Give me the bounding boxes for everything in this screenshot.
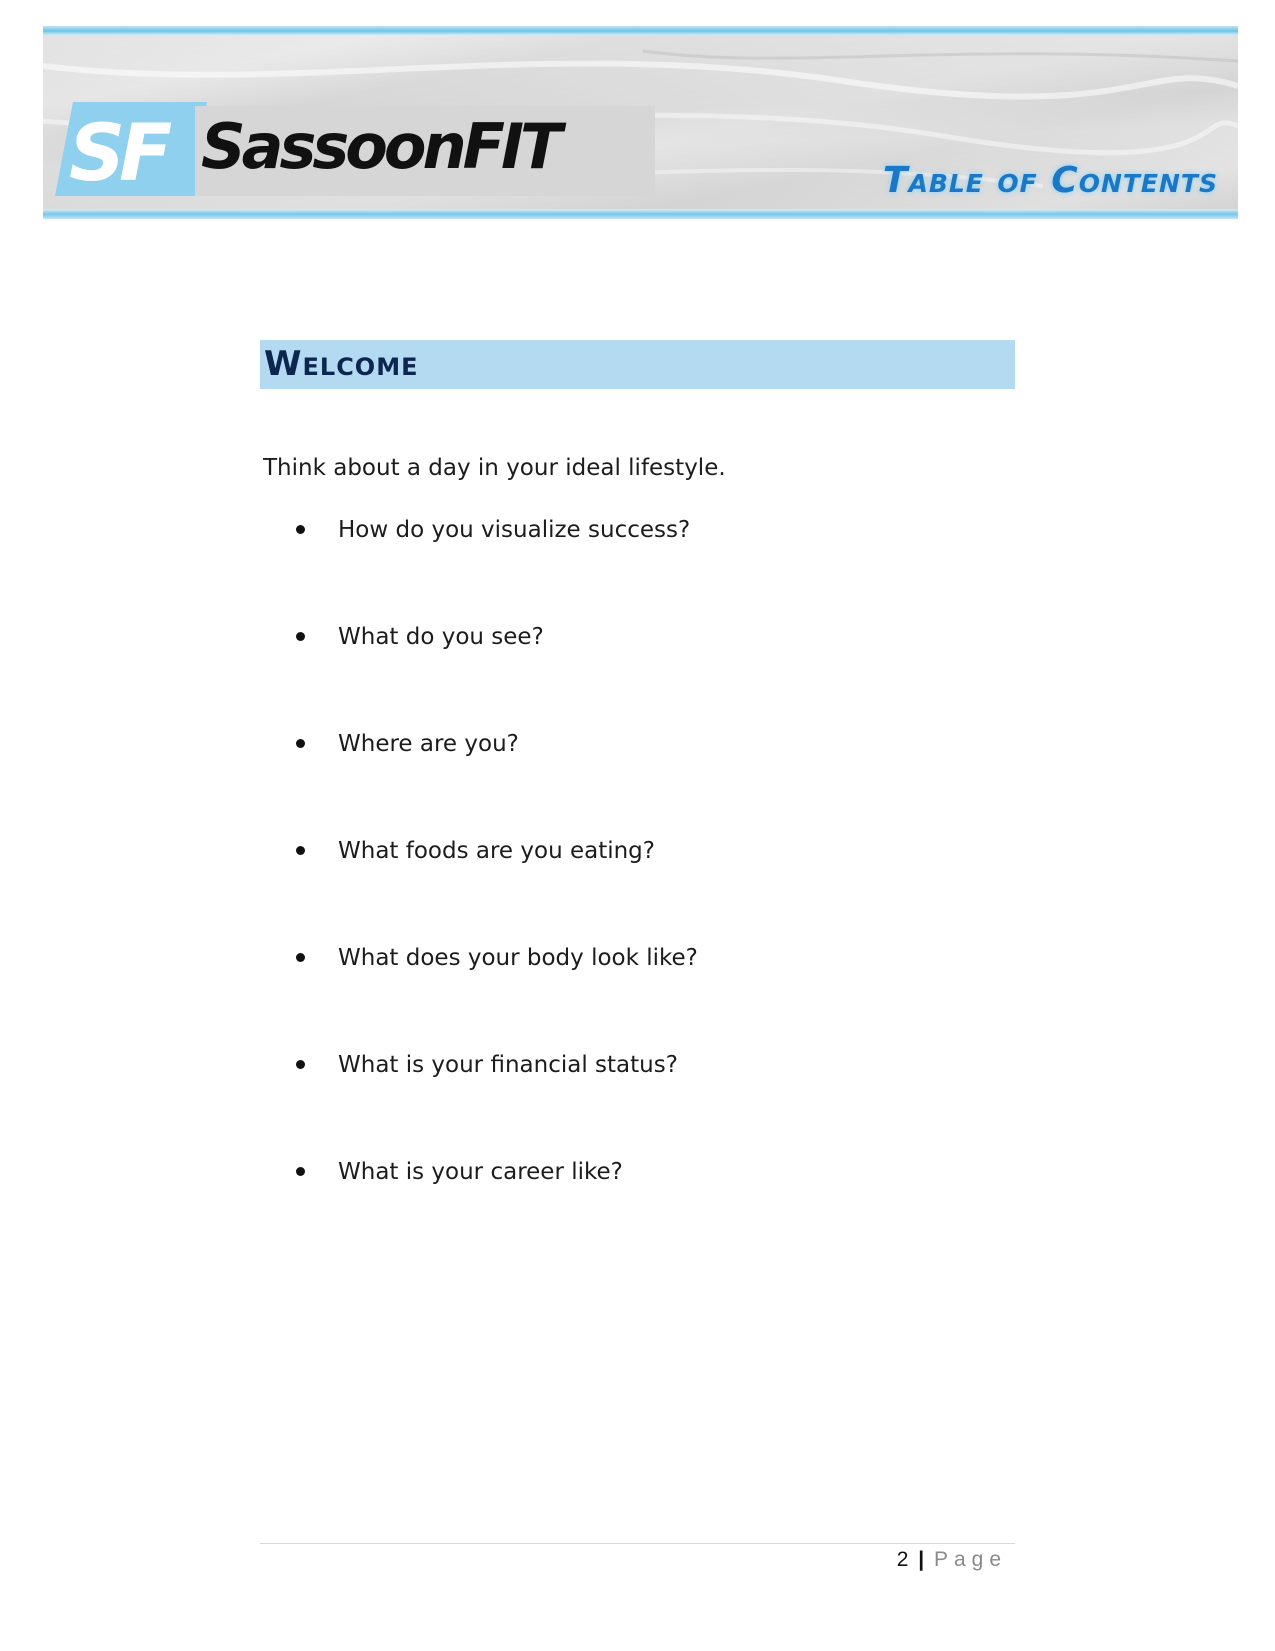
bullet-icon (296, 1060, 305, 1069)
logo-sf-mark (55, 100, 207, 196)
bullet-icon (296, 632, 305, 641)
list-item-text: What foods are you eating? (338, 838, 655, 864)
bullet-icon (296, 846, 305, 855)
banner-title: Table of Contents (882, 160, 1218, 201)
page-label: Page (933, 1548, 1007, 1571)
bullet-icon (296, 739, 305, 748)
footer-divider (260, 1543, 1015, 1544)
svg-text:SF: SF (69, 109, 167, 196)
banner-bottom-stripe (43, 209, 1238, 219)
section-heading: Welcome (264, 344, 419, 384)
page-number: 2 (896, 1548, 909, 1571)
list-item-text: What is your financial status? (338, 1052, 678, 1078)
sassoonfit-logo (55, 100, 655, 196)
bullet-icon (296, 525, 305, 534)
page-footer (897, 1548, 1007, 1572)
banner-top-stripe (43, 26, 1238, 35)
header-banner (43, 26, 1238, 219)
list-item-text: How do you visualize success? (338, 517, 691, 543)
list-item-text: Where are you? (338, 731, 519, 757)
list-item-text: What is your career like? (338, 1159, 623, 1185)
bullet-icon (296, 1167, 305, 1176)
list-item-text: What does your body look like? (338, 945, 698, 971)
list-item-text: What do you see? (338, 624, 544, 650)
bullet-icon (296, 953, 305, 962)
section-heading-bar (260, 340, 1015, 389)
intro-paragraph: Think about a day in your ideal lifestyle. (263, 455, 726, 481)
page-separator: | (918, 1548, 925, 1571)
logo-wordmark: SassoonFIT (201, 110, 559, 183)
